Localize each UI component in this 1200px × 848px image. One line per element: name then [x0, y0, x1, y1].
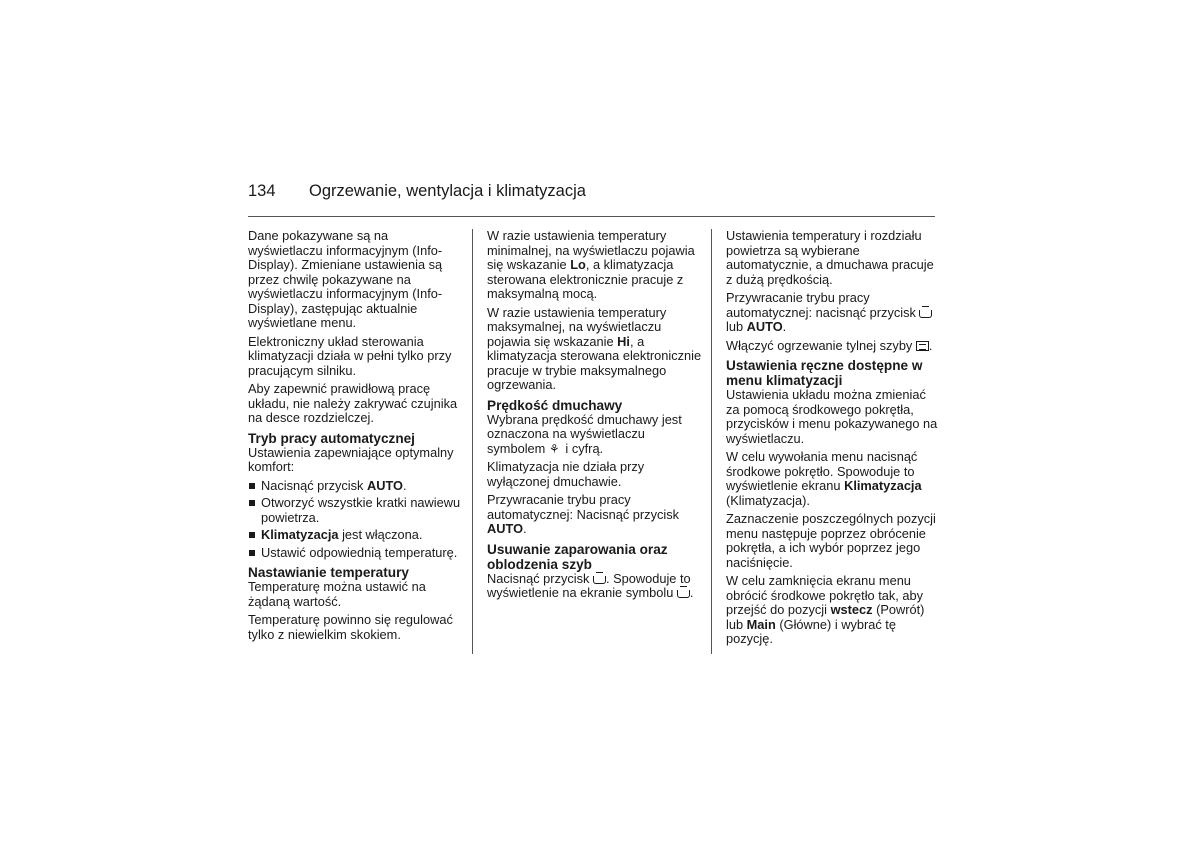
paragraph: Aby zapewnić prawidłową pracę układu, nie należy zakrywać czujnika na desce rozdzielczej.: [248, 381, 458, 425]
paragraph: Ustawienia temperatury i rozdziału powietrza są wybierane automatycznie, a dmuchawa pracuje z dużą prędkością.: [726, 228, 934, 287]
page-title: Ogrzewanie, wentylacja i klimatyzacja: [309, 182, 586, 200]
windshield-defrost-icon: [919, 310, 932, 318]
paragraph: W celu zamknięcia ekranu menu obrócić środkowe pokrętło tak, aby przejść do pozycji wstecz (Powrót) lub Main (Główne) i wybrać tę pozycję.: [726, 573, 925, 646]
list-item: Nacisnąć przycisk AUTO.: [248, 479, 462, 494]
windshield-defrost-icon: [677, 590, 690, 598]
section-heading-defog: Usuwanie zaparowania oraz oblodzenia szyb: [487, 541, 668, 572]
paragraph: Ustawienia zapewniające optymalny komfort:: [248, 444, 454, 474]
paragraph: Przywracanie trybu pracy automatycznej: nacisnąć przycisk lub AUTO.: [726, 291, 940, 335]
list-item: Klimatyzacja jest włączona.: [248, 528, 462, 543]
paragraph: Temperaturę powinno się regulować tylko z niewielkim skokiem.: [248, 612, 453, 642]
paragraph: Elektroniczny układ sterowania klimatyzacji działa w pełni tylko przy pracującym silniku.: [248, 333, 452, 378]
section-heading-manual-settings: Ustawienia ręczne dostępne w menu klimatyzacji: [726, 358, 923, 388]
list-item: Ustawić odpowiednią temperaturę.: [248, 546, 462, 561]
paragraph: Wybrana prędkość dmuchawy jest oznaczona na wyświetlaczu symbolem ⚘ i cyfrą.: [487, 413, 703, 457]
section-heading-temperature: Nastawianie temperatury: [248, 565, 409, 580]
column-1: [248, 229, 462, 646]
section-heading-fan-speed: Prędkość dmuchawy: [487, 397, 623, 413]
paragraph: Temperaturę można ustawić na żądaną wartość.: [248, 579, 426, 609]
paragraph: W celu wywołania menu nacisnąć środkowe pokrętło. Spowoduje to wyświetlenie ekranu Klimatyzacja (Klimatyzacja).: [726, 449, 922, 508]
page-number: 134: [248, 182, 276, 200]
rear-window-heating-icon: [916, 341, 929, 351]
paragraph: W razie ustawienia temperatury minimalnej, na wyświetlaczu pojawia się wskazanie Lo, a klimatyzacja sterowana elektronicznie pracuje z maksymalną mocą.: [487, 228, 695, 301]
paragraph: Klimatyzacja nie działa przy wyłączonej dmuchawie.: [487, 459, 645, 489]
fan-icon: [549, 444, 562, 454]
windshield-defrost-icon: [593, 576, 606, 584]
paragraph: Zaznaczenie poszczególnych pozycji menu następuje poprzez obrócenie pokrętła, a ich wybór poprzez jego naciśnięcie.: [726, 511, 936, 570]
section-heading-auto-mode: Tryb pracy automatycznej: [248, 430, 415, 446]
paragraph: Nacisnąć przycisk . Spowoduje to wyświetlenie na ekranie symbolu .: [487, 570, 694, 600]
paragraph: Ustawienia układu można zmieniać za pomocą środkowego pokrętła, przycisków i menu pokazywanego na wyświetlaczu.: [726, 387, 938, 446]
list-item: Otworzyć wszystkie kratki nawiewu powietrza.: [248, 496, 462, 525]
paragraph: W razie ustawienia temperatury maksymalnej, na wyświetlaczu pojawia się wskazanie Hi, a klimatyzacja sterowana elektronicznie pracuje w trybie maksymalnego ogrzewania.: [487, 304, 702, 392]
paragraph: Przywracanie trybu pracy automatycznej: Nacisnąć przycisk AUTO.: [487, 492, 680, 536]
column-3: [726, 229, 940, 651]
paragraph: Dane pokazywane są na wyświetlaczu informacyjnym (Info-Display). Zmieniane ustawienia są przez chwilę pokazywane na wyświetlaczu informacyjnym (Info-Display), zastępując aktualnie wyświetlane menu.: [248, 228, 443, 330]
column-2: [487, 229, 703, 605]
column-divider: [472, 229, 473, 654]
paragraph: Włączyć ogrzewanie tylnej szyby .: [726, 337, 933, 353]
page-header: [248, 182, 935, 217]
column-divider: [711, 229, 712, 654]
bullet-list: [248, 479, 462, 561]
